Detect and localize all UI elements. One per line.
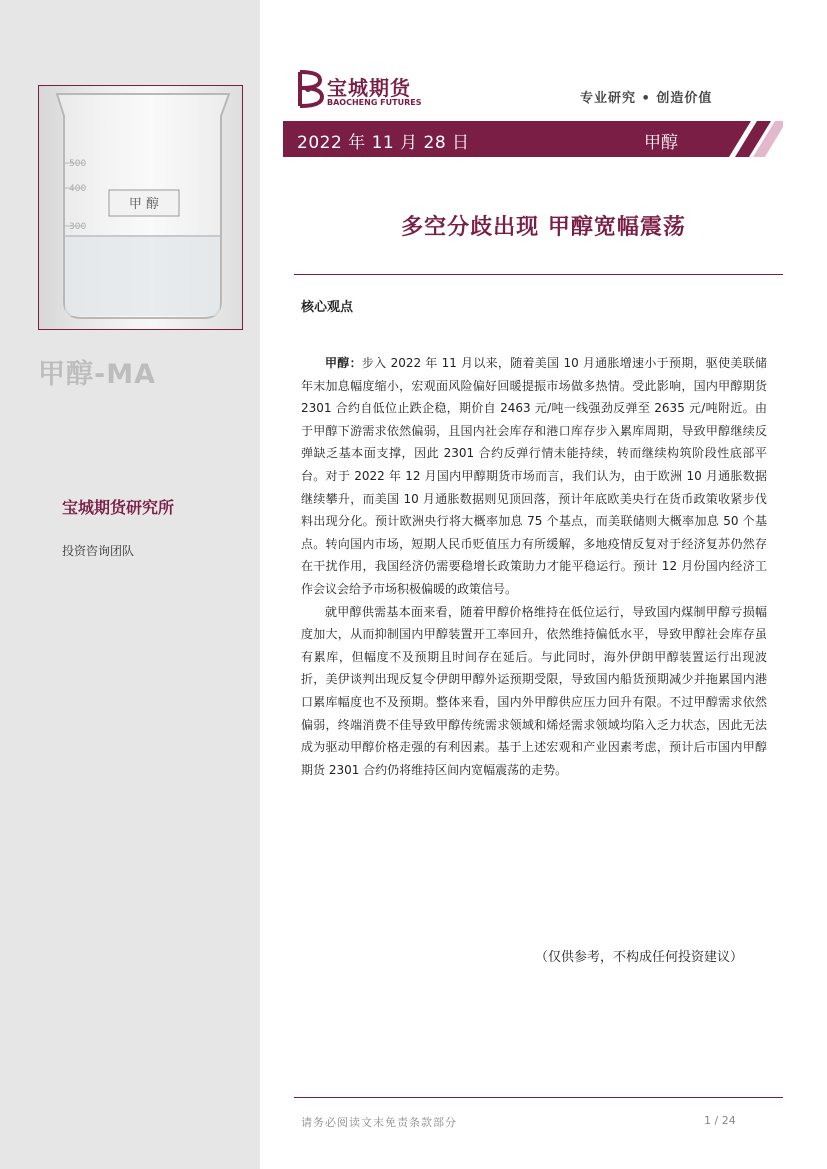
sidebar-product-title: 甲醇-MA — [38, 359, 156, 390]
title-divider — [294, 274, 783, 275]
footer-note: 请务必阅读文末免责条款部分 — [301, 1116, 457, 1129]
disclaimer: （仅供参考，不构成任何投资建议） — [535, 950, 744, 965]
paragraph-lead: 甲醇： — [325, 356, 362, 370]
cover-photo-beaker — [38, 85, 243, 330]
banner-product: 甲醇 — [644, 133, 678, 153]
slogan: 专业研究 • 创造价值 — [580, 91, 713, 106]
paragraph-1 — [301, 352, 767, 601]
logo-chinese-name: 宝城期货 — [327, 76, 411, 100]
footer-divider — [294, 1097, 783, 1098]
logo-b-icon — [296, 70, 324, 108]
beaker-mark: 300 — [69, 222, 87, 232]
beaker-label-text: 甲 醇 — [128, 197, 160, 212]
paragraph-2: 就甲醇供需基本面来看，随着甲醇价格维持在低位运行，导致国内煤制甲醇亏损幅度加大，从而抑制国内甲醇装置开工率回升，依然维持偏低水平，导致甲醇社会库存虽有累库，但幅度不及预期且时间存在延后。与此同时，海外伊朗甲醇装置运行出现波折，美伊谈判出现反复令伊朗甲醇外运预期受限，导致国内船货预期减少并拖累国内港口累库幅度也不及预期。整体来看，国内外甲醇供应压力回升有限。不过甲醇需求依然偏弱，终端消费不佳导致甲醇传统需求领域和烯烃需求领域均陷入乏力状态，因此无法成为驱动甲醇价格走强的有利因素。基于上述宏观和产业因素考虑，预计后市国内甲醇期货 2301 合约仍将维持区间内宽幅震荡的走势。 — [301, 604, 767, 777]
team-name: 投资咨询团队 — [62, 544, 135, 558]
report-title: 多空分歧出现 甲醇宽幅震荡 — [401, 215, 686, 240]
company-logo — [296, 70, 436, 112]
institute-name: 宝城期货研究所 — [62, 498, 175, 517]
paragraph-1-text: 步入 2022 年 11 月以来，随着美国 10 月通胀增速小于预期，驱使美联储年末加息幅度缩小，宏观面风险偏好回暖提振市场做多热情。受此影响，国内甲醇期货 2301 合约自低位止跌企稳，期价自 2463 元/吨一线强劲反弹至 2635 元/吨附近。由于甲醇下游需求依然偏弱，且国内社会库存和港口库存步入累库周期，导致甲醇继续反弹缺乏基本面支撑，因此 2301 合约反弹行情未能持续，转而继续构筑阶段性底部平台。对于 2022 年 12 月国内甲醇期货市场而言，我们认为，由于欧洲 10 月通胀数据继续攀升，而美国 10 月通胀数据则见顶回落，预计年底欧美央行在货币政策收紧步伐料出现分化。预计欧洲央行将大概率加息 75 个基点，而美联储则大概率加息 50 个基点。转向国内市场，短期人民币贬值压力有所缓解，多地疫情反复对于经济复苏仍然存在干扰作用，我国经济仍需要稳增长政策助力才能平稳运行。预计 12 月份国内经济工作会议会给予市场积极偏暖的政策信号。 — [301, 356, 767, 596]
section-title: 核心观点 — [301, 300, 354, 315]
logo-english-name: BAOCHENG FUTURES — [327, 98, 422, 107]
beaker-mark: 500 — [69, 159, 87, 169]
report-body — [301, 352, 767, 781]
beaker-mark: 400 — [69, 184, 87, 194]
page-number: 1 / 24 — [704, 1114, 736, 1127]
report-date: 2022 年 11 月 28 日 — [297, 133, 470, 153]
beaker-illustration — [39, 86, 242, 329]
